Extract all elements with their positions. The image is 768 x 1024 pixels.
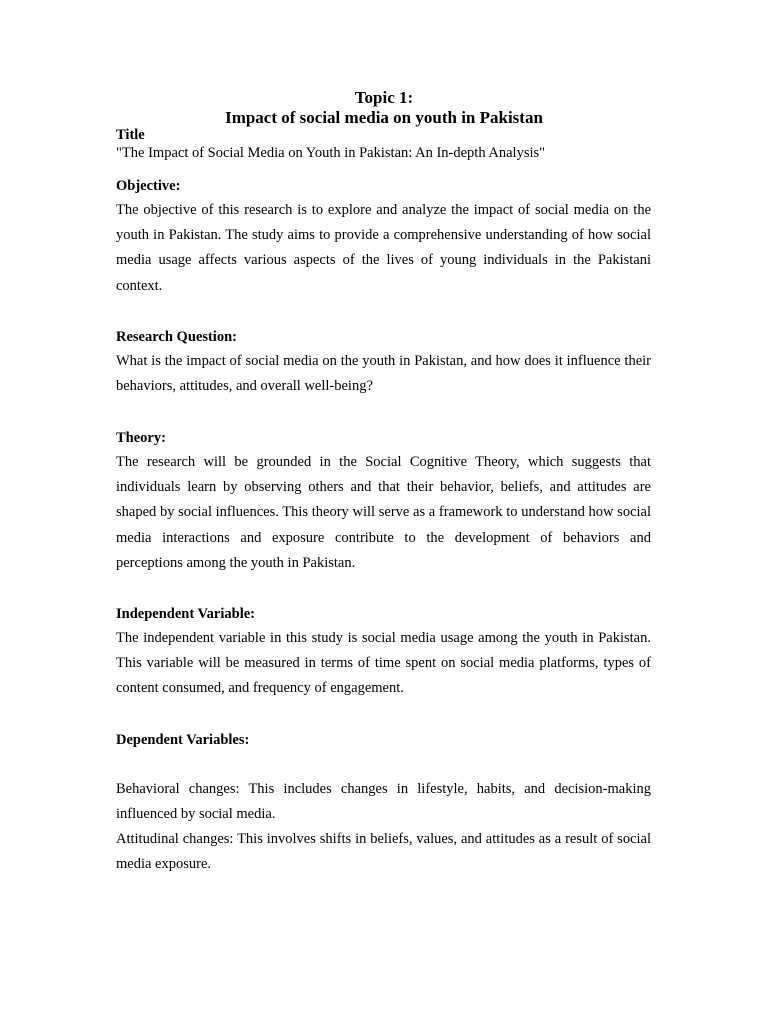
independent-variable-label: Independent Variable: <box>116 606 255 622</box>
topic-title-heading: Impact of social media on youth in Pakistan <box>225 108 543 127</box>
title-label: Title <box>116 127 145 143</box>
research-question-paragraph: What is the impact of social media on the youth in Pakistan, and how does it influence their behaviors, attitudes, and overall well-being? <box>116 353 651 395</box>
independent-variable-paragraph: The independent variable in this study is social media usage among the youth in Pakistan. This variable will be measured in terms of time spent on social media platforms, types of content consumed, and frequency of engagement. <box>116 630 651 697</box>
theory-label: Theory: <box>116 430 166 446</box>
research-question-label: Research Question: <box>116 329 237 345</box>
title-text: "The Impact of Social Media on Youth in Pakistan: An In-depth Analysis" <box>116 145 546 161</box>
objective-paragraph: The objective of this research is to explore and analyze the impact of social media on the youth in Pakistan. The study aims to provide a comprehensive understanding of how social media usage affects various aspects of the lives of young individuals in the Pakistani context. <box>116 202 651 294</box>
topic-heading: Topic 1: <box>354 88 414 107</box>
behavioral-changes-paragraph: Behavioral changes: This includes changes in lifestyle, habits, and decision-making influenced by social media. <box>116 781 651 823</box>
objective-label: Objective: <box>116 178 181 194</box>
theory-paragraph: The research will be grounded in the Social Cognitive Theory, which suggests that individuals learn by observing others and that their behavior, beliefs, and attitudes are shaped by social influences. This theory will serve as a framework to understand how social media interactions and exposure contribute to the development of behaviors and perceptions among the youth in Pakistan. <box>116 454 651 571</box>
attitudinal-changes-paragraph: Attitudinal changes: This involves shifts in beliefs, values, and attitudes as a result of social media exposure. <box>116 831 651 873</box>
dependent-variables-label: Dependent Variables: <box>116 732 250 748</box>
